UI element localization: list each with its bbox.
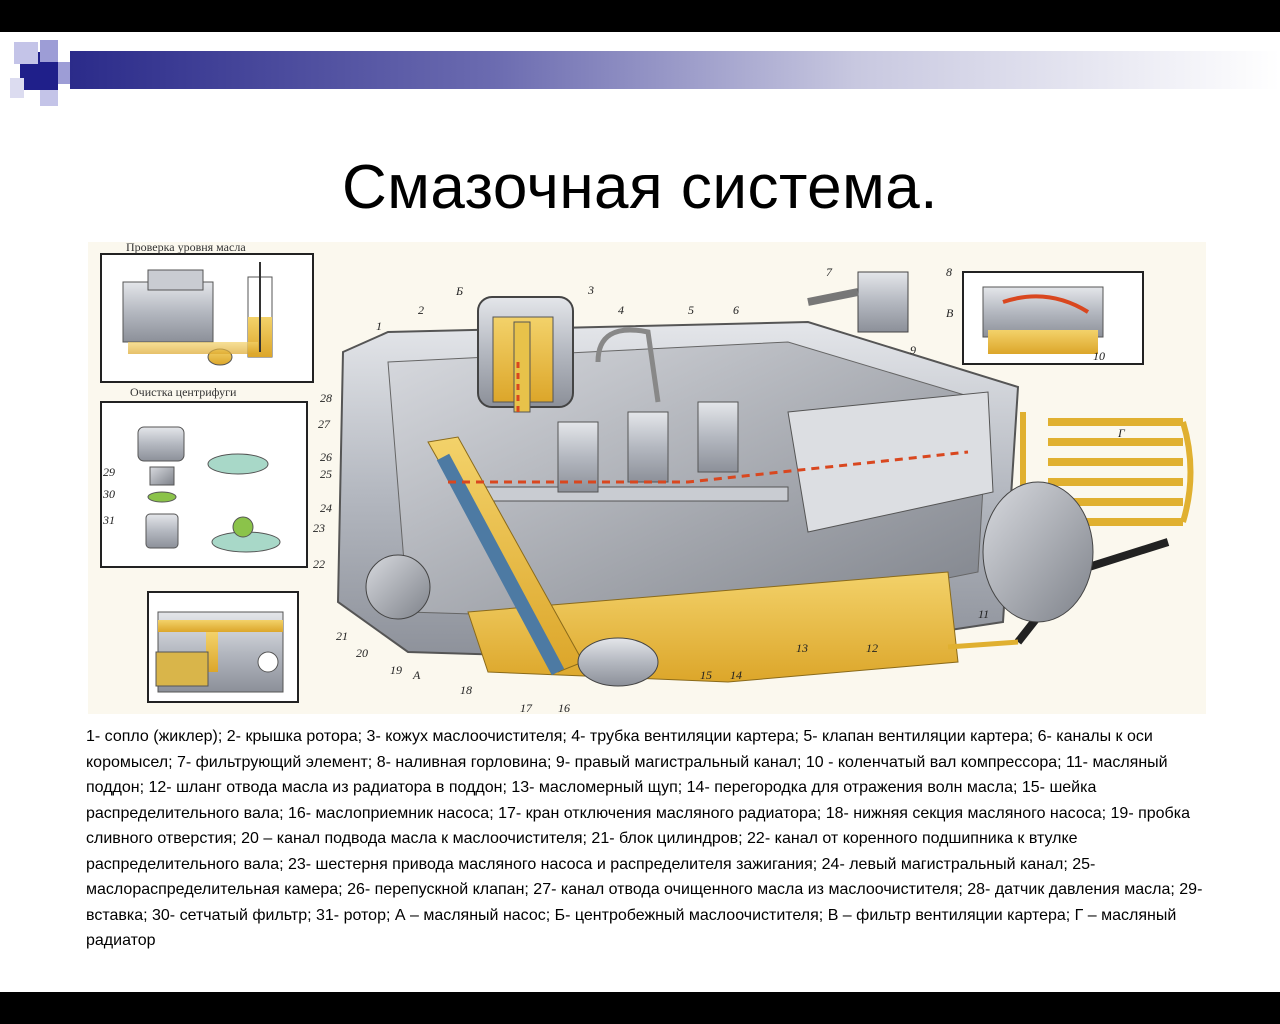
slide-title: Смазочная система. [341,153,938,222]
callout-28: 28 [320,391,332,405]
callout-12: 12 [866,641,878,655]
inset-caption-oil-level: Проверка уровня масла [126,240,246,254]
callout-25: 25 [320,467,332,481]
callout-22: 22 [313,557,325,571]
callout-11: 11 [978,607,990,621]
engine-lubrication-diagram [88,242,1206,714]
callout-А: А [413,668,421,682]
callout-14: 14 [730,668,742,682]
callout-26: 26 [320,450,332,464]
callout-8: 8 [946,265,952,279]
distribution-chamber-inset [156,612,283,692]
callout-Г: Г [1118,426,1125,440]
callout-23: 23 [313,521,325,535]
callout-29: 29 [103,465,115,479]
diagram-legend-text: 1- сопло (жиклер); 2- крышка ротора; 3- кожух маслоочистителя; 4- трубка вентиляции картера; 5- клапан вентиляции картера; 6- каналы к оси коромысел; 7- фильтрующий элемент; 8- наливная горловина; 9- правый магистральный канал; 10 - коленчатый вал компрессора; 11- масляный поддон; 12- шланг отвода масла из радиатора в поддон; 13- масломерный щуп; 14- перегородка для отражения волн масла; 15- шейка распределительного вала; 16- маслоприемник насоса; 17- кран отключения масляного радиатора; 18- нижняя секция масляного насоса; 19- пробка сливного отверстия; 20 – канал подвода масла к маслоочистителя; 21- блок цилиндров; 22- канал от коренного подшипника к втулке распределительного вала; 23- шестерня привода масляного насоса и распределителя зажигания; 24- левый магистральный канал; 25- маслораспределительная камера; 26- перепускной клапан; 27- канал отвода очищенного масла из маслоочистителя; 28- датчик давления масла; 29- вставка; 30- сетчатый фильтр; 31- ротор; А – масляный насос; Б- центробежный маслоочистителя; В – фильтр вентиляции картера; Г – масляный радиатор [86,728,1203,949]
callout-30: 30 [103,487,115,501]
callout-19: 19 [390,663,402,677]
slide [0,32,1280,992]
callout-1: 1 [376,319,382,333]
callout-20: 20 [356,646,368,660]
callout-Б: Б [456,284,464,298]
callout-7: 7 [826,265,832,279]
callout-6: 6 [733,303,739,317]
callout-В: В [946,306,954,320]
callout-24: 24 [320,501,332,515]
callout-18: 18 [460,683,472,697]
callout-17: 17 [520,701,532,714]
callout-9: 9 [910,343,916,357]
inset-caption-centrifuge: Очистка центрифуги [130,385,237,399]
engine-block [338,272,1018,686]
callout-31: 31 [103,513,115,527]
callout-2: 2 [418,303,424,317]
compressor-inset [983,287,1103,354]
callout-4: 4 [618,303,624,317]
callout-16: 16 [558,701,570,714]
callout-21: 21 [336,629,348,643]
callout-3: 3 [588,283,594,297]
callout-27: 27 [318,417,330,431]
callout-5: 5 [688,303,694,317]
callout-10: 10 [1093,349,1105,363]
engine-cutaway-illustration [88,242,1206,714]
callout-13: 13 [796,641,808,655]
callout-15: 15 [700,668,712,682]
